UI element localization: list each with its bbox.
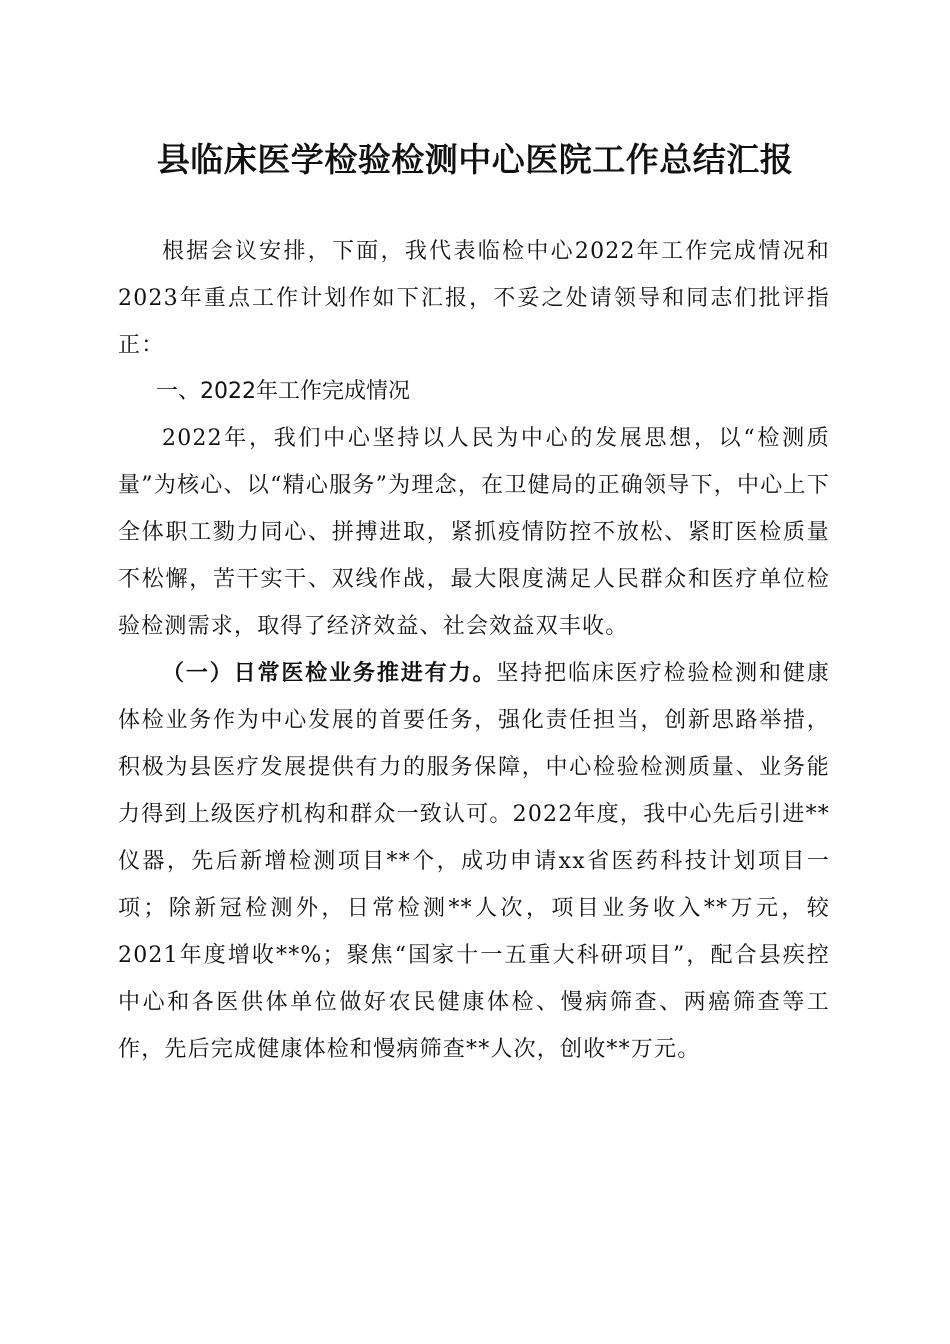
- document-title: 县临床医学检验检测中心医院工作总结汇报: [156, 140, 794, 179]
- subsection-lead-1: （一）日常医检业务推进有力。: [162, 660, 497, 686]
- section-heading-1: 一、2022年工作完成情况: [156, 379, 410, 404]
- document-body: [118, 228, 830, 1073]
- subsection-body-1: 坚持把临床医疗检验检测和健康体检业务作为中心发展的首要任务，强化责任担当，创新思路举措，积极为县医疗发展提供有力的服务保障，中心检验检测质量、业务能力得到上级医疗机构和群众一致认可。2022年度，我中心先后引进**仪器，先后新增检测项目**个，成功申请xx省医药科技计划项目一项；除新冠检测外，日常检测**人次，项目业务收入**万元，较2021年度增收**%；聚焦“国家十一五重大科研项目”，配合县疾控中心和各医供体单位做好农民健康体检、慢病筛查、两癌筛查等工作，先后完成健康体检和慢病筛查**人次，创收**万元。: [118, 661, 830, 1062]
- subsection-paragraph-1: [118, 650, 830, 1073]
- intro-paragraph: 根据会议安排，下面，我代表临检中心2022年工作完成情况和2023年重点工作计划作如下汇报，不妥之处请领导和同志们批评指正：: [118, 239, 830, 358]
- section-paragraph-1: 2022年，我们中心坚持以人民为中心的发展思想，以“检测质量”为核心、以“精心服务”为理念，在卫健局的正确领导下，中心上下全体职工勠力同心、拼搏进取，紧抓疫情防控不放松、紧盯医检质量不松懈，苦干实干、双线作战，最大限度满足人民群众和医疗单位检验检测需求，取得了经济效益、社会效益双丰收。: [118, 426, 830, 639]
